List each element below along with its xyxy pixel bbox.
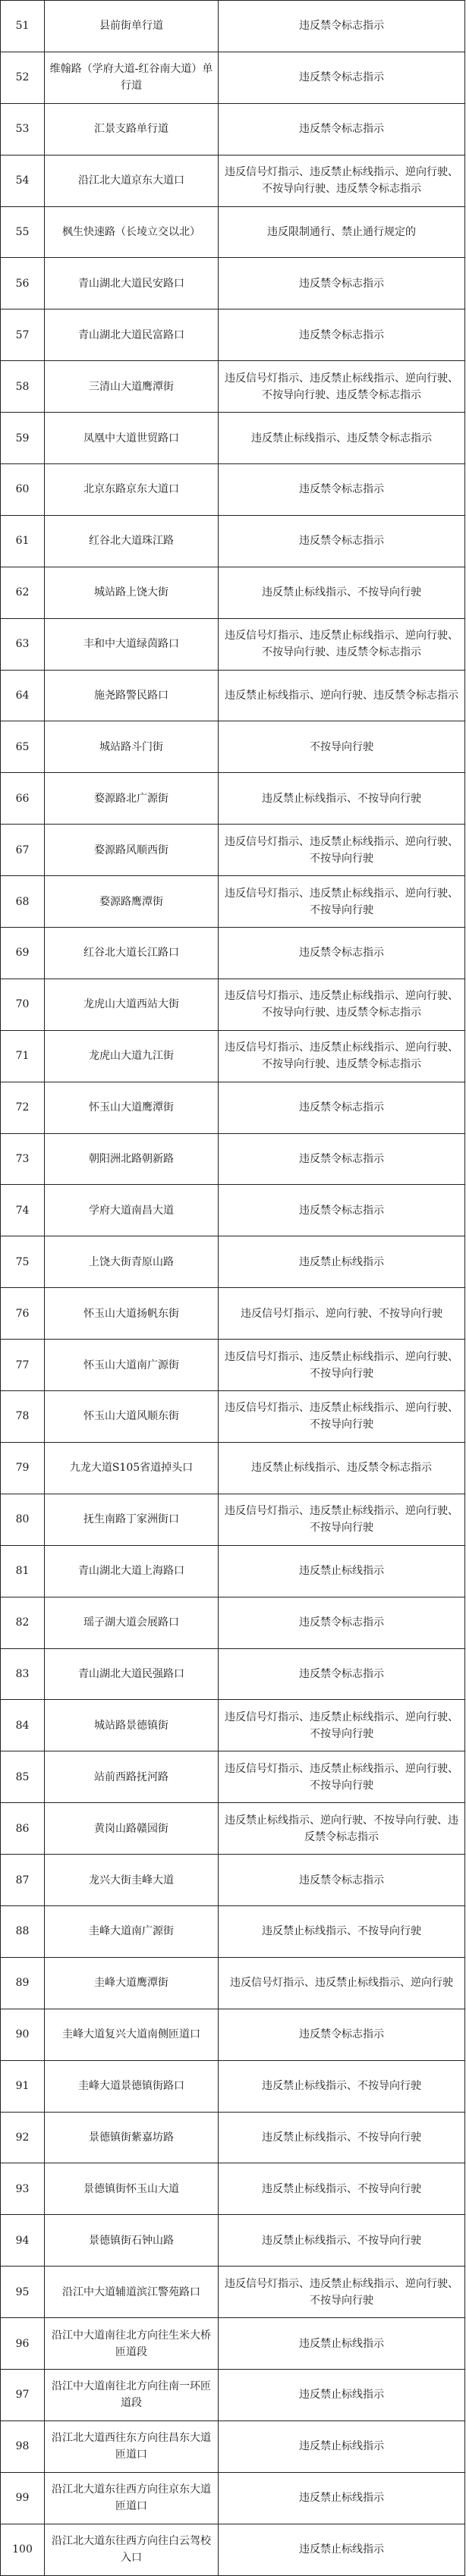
violation-cell: 违反禁令标志指示	[219, 1597, 465, 1648]
table-row	[1, 2420, 465, 2472]
row-number: 63	[1, 618, 45, 670]
table-row	[1, 1133, 465, 1185]
table-row	[1, 1030, 465, 1082]
table-row	[1, 1597, 465, 1648]
location-cell: 婺源路鹰潭街	[45, 876, 219, 928]
table-row	[1, 103, 465, 155]
row-number: 67	[1, 825, 45, 876]
violation-cell: 违反禁令标志指示	[219, 515, 465, 567]
table-row	[1, 1391, 465, 1443]
row-number: 79	[1, 1442, 45, 1494]
table-row	[1, 52, 465, 103]
row-number: 81	[1, 1545, 45, 1597]
location-cell: 北京东路京东大道口	[45, 464, 219, 516]
row-number: 51	[1, 1, 45, 52]
location-cell: 景德镇街怀玉山大道	[45, 2163, 219, 2215]
location-cell: 龙虎山大道九江街	[45, 1030, 219, 1082]
violation-cell: 违反信号灯指示、违反禁止标线指示、逆向行驶、不按导向行驶	[219, 1700, 465, 1751]
row-number: 86	[1, 1803, 45, 1855]
row-number: 85	[1, 1751, 45, 1803]
location-cell: 圭峰大道南广源街	[45, 1905, 219, 1957]
location-cell: 红谷北大道长江路口	[45, 928, 219, 979]
violation-cell: 违反禁止标线指示、逆向行驶、不按导向行驶、违反禁令标志指示	[219, 1803, 465, 1855]
row-number: 64	[1, 670, 45, 721]
table-row	[1, 2009, 465, 2060]
location-cell: 龙兴大街圭峰大道	[45, 1855, 219, 1906]
row-number: 65	[1, 721, 45, 773]
violation-cell: 违反禁令标志指示	[219, 1185, 465, 1236]
violation-cell: 违反禁止标线指示、不按导向行驶	[219, 2215, 465, 2267]
row-number: 80	[1, 1494, 45, 1545]
violation-cell: 违反禁令标志指示	[219, 52, 465, 103]
table-row	[1, 2318, 465, 2370]
table-row	[1, 567, 465, 618]
table-row	[1, 1185, 465, 1236]
violation-cell: 违反禁止标线指示	[219, 1236, 465, 1288]
row-number: 91	[1, 2060, 45, 2112]
row-number: 62	[1, 567, 45, 618]
row-number: 97	[1, 2369, 45, 2420]
location-cell: 圭峰大道复兴大道南侧匝道口	[45, 2009, 219, 2060]
violation-cell: 违反信号灯指示、违反禁止标线指示、逆向行驶、不按导向行驶、违反禁令标志指示	[219, 155, 465, 206]
location-cell: 圭峰大道景德镇街路口	[45, 2060, 219, 2112]
violation-cell: 违反信号灯指示、违反禁止标线指示、逆向行驶	[219, 1957, 465, 2009]
location-cell: 朝阳洲北路朝新路	[45, 1133, 219, 1185]
table-row	[1, 773, 465, 825]
row-number: 77	[1, 1340, 45, 1391]
location-cell: 龙虎山大道西站大街	[45, 979, 219, 1030]
row-number: 55	[1, 206, 45, 258]
violation-cell: 违反信号灯指示、违反禁止标线指示、逆向行驶、不按导向行驶	[219, 1751, 465, 1803]
table-row	[1, 2472, 465, 2524]
row-number: 66	[1, 773, 45, 825]
table-row	[1, 2060, 465, 2112]
location-cell: 枫生快速路（长堎立交以北）	[45, 206, 219, 258]
violation-cell: 违反禁止标线指示、不按导向行驶	[219, 773, 465, 825]
row-number: 78	[1, 1391, 45, 1443]
row-number: 75	[1, 1236, 45, 1288]
table-row	[1, 258, 465, 309]
location-cell: 沿江北大道西往东方向往昌东大道匝道口	[45, 2420, 219, 2472]
row-number: 53	[1, 103, 45, 155]
table-row	[1, 979, 465, 1030]
table-row	[1, 876, 465, 928]
location-cell: 瑶子湖大道会展路口	[45, 1597, 219, 1648]
violation-cell: 违反限制通行、禁止通行规定的	[219, 206, 465, 258]
violation-cell: 违反信号灯指示、违反禁止标线指示、逆向行驶、不按导向行驶、违反禁令标志指示	[219, 361, 465, 413]
row-number: 83	[1, 1648, 45, 1700]
location-cell: 青山湖北大道民安路口	[45, 258, 219, 309]
violation-cell: 违反禁令标志指示	[219, 258, 465, 309]
location-cell: 沿江中大道南往北方向往生米大桥匝道段	[45, 2318, 219, 2370]
location-cell: 怀玉山大道扬帆东街	[45, 1288, 219, 1340]
violation-cell: 违反信号灯指示、违反禁止标线指示、逆向行驶、不按导向行驶、违反禁令标志指示	[219, 979, 465, 1030]
violation-cell: 违反禁止标线指示、不按导向行驶	[219, 1905, 465, 1957]
row-number: 89	[1, 1957, 45, 2009]
location-cell: 九龙大道S105省道掉头口	[45, 1442, 219, 1494]
location-cell: 红谷北大道珠江路	[45, 515, 219, 567]
table-row	[1, 1, 465, 52]
violation-cell: 违反禁令标志指示	[219, 1082, 465, 1133]
violation-cell: 违反信号灯指示、违反禁止标线指示、逆向行驶、不按导向行驶	[219, 876, 465, 928]
violation-cell: 违反信号灯指示、逆向行驶、不按导向行驶	[219, 1288, 465, 1340]
table-row	[1, 515, 465, 567]
violation-cell: 违反禁止标线指示	[219, 2318, 465, 2370]
row-number: 74	[1, 1185, 45, 1236]
location-cell: 婺源路风顺西街	[45, 825, 219, 876]
violation-cell: 违反信号灯指示、违反禁止标线指示、逆向行驶、不按导向行驶、违反禁令标志指示	[219, 1030, 465, 1082]
row-number: 59	[1, 413, 45, 464]
table-row	[1, 361, 465, 413]
location-cell: 汇景支路单行道	[45, 103, 219, 155]
location-cell: 城站路景德镇街	[45, 1700, 219, 1751]
violation-cell: 违反信号灯指示、违反禁止标线指示、逆向行驶、不按导向行驶	[219, 1391, 465, 1443]
violation-cell: 违反禁令标志指示	[219, 1648, 465, 1700]
table-row	[1, 618, 465, 670]
table-row	[1, 1545, 465, 1597]
table-row	[1, 1288, 465, 1340]
location-cell: 学府大道南昌大道	[45, 1185, 219, 1236]
row-number: 92	[1, 2112, 45, 2163]
row-number: 70	[1, 979, 45, 1030]
table-row	[1, 206, 465, 258]
table-row	[1, 1751, 465, 1803]
location-cell: 沿江中大道辅道滨江警苑路口	[45, 2267, 219, 2318]
violation-cell: 违反禁止标线指示、不按导向行驶	[219, 567, 465, 618]
violation-cell: 违反禁令标志指示	[219, 309, 465, 361]
table-row	[1, 413, 465, 464]
row-number: 84	[1, 1700, 45, 1751]
violation-cell: 违反禁令标志指示	[219, 1133, 465, 1185]
row-number: 58	[1, 361, 45, 413]
table-row	[1, 1905, 465, 1957]
violation-cell: 违反禁止标线指示、不按导向行驶	[219, 2112, 465, 2163]
violation-cell: 违反禁止标线指示	[219, 1545, 465, 1597]
violation-cell: 违反信号灯指示、违反禁止标线指示、逆向行驶、不按导向行驶、违反禁令标志指示	[219, 618, 465, 670]
table-row	[1, 1340, 465, 1391]
location-cell: 青山湖北大道民强路口	[45, 1648, 219, 1700]
row-number: 96	[1, 2318, 45, 2370]
location-cell: 沿江北大道东往西方向往京东大道匝道口	[45, 2472, 219, 2524]
row-number: 99	[1, 2472, 45, 2524]
location-cell: 怀玉山大道鹰潭街	[45, 1082, 219, 1133]
location-cell: 怀玉山大道南广源街	[45, 1340, 219, 1391]
row-number: 100	[1, 2524, 45, 2575]
row-number: 90	[1, 2009, 45, 2060]
table-row	[1, 1700, 465, 1751]
violation-cell: 违反禁令标志指示	[219, 103, 465, 155]
row-number: 56	[1, 258, 45, 309]
location-cell: 沿江北大道东往西方向往白云驾校入口	[45, 2524, 219, 2575]
row-number: 52	[1, 52, 45, 103]
row-number: 94	[1, 2215, 45, 2267]
location-cell: 城站路斗门街	[45, 721, 219, 773]
violation-table-body	[1, 1, 465, 2576]
location-cell: 县前街单行道	[45, 1, 219, 52]
violation-cell: 违反禁令标志指示	[219, 464, 465, 516]
violation-cell: 违反禁止标线指示	[219, 2524, 465, 2575]
location-cell: 沿江中大道南往北方向往南一环匝道段	[45, 2369, 219, 2420]
location-cell: 景德镇街石钟山路	[45, 2215, 219, 2267]
violation-cell: 违反禁止标线指示	[219, 2369, 465, 2420]
location-cell: 三清山大道鹰潭街	[45, 361, 219, 413]
location-cell: 青山湖北大道上海路口	[45, 1545, 219, 1597]
location-cell: 沿江北大道京东大道口	[45, 155, 219, 206]
violation-cell: 违反禁止标线指示	[219, 2420, 465, 2472]
table-row	[1, 1236, 465, 1288]
table-row	[1, 1855, 465, 1906]
row-number: 72	[1, 1082, 45, 1133]
row-number: 82	[1, 1597, 45, 1648]
table-row	[1, 2215, 465, 2267]
location-cell: 上饶大街青原山路	[45, 1236, 219, 1288]
table-row	[1, 825, 465, 876]
table-row	[1, 2112, 465, 2163]
table-row	[1, 1082, 465, 1133]
violation-cell: 违反禁止标线指示	[219, 2472, 465, 2524]
location-cell: 抚生南路丁家洲街口	[45, 1494, 219, 1545]
row-number: 88	[1, 1905, 45, 1957]
table-row	[1, 2163, 465, 2215]
location-cell: 站前西路抚河路	[45, 1751, 219, 1803]
location-cell: 施尧路警民路口	[45, 670, 219, 721]
violation-cell: 违反禁令标志指示	[219, 1855, 465, 1906]
violation-cell: 违反禁令标志指示	[219, 1, 465, 52]
table-row	[1, 670, 465, 721]
row-number: 95	[1, 2267, 45, 2318]
table-row	[1, 1957, 465, 2009]
table-row	[1, 2524, 465, 2575]
violation-cell: 违反禁止标线指示、违反禁令标志指示	[219, 413, 465, 464]
row-number: 54	[1, 155, 45, 206]
violation-cell: 违反禁止标线指示、逆向行驶、违反禁令标志指示	[219, 670, 465, 721]
row-number: 60	[1, 464, 45, 516]
table-row	[1, 1494, 465, 1545]
table-row	[1, 464, 465, 516]
row-number: 71	[1, 1030, 45, 1082]
location-cell: 凤凰中大道世贸路口	[45, 413, 219, 464]
location-cell: 青山湖北大道民富路口	[45, 309, 219, 361]
row-number: 57	[1, 309, 45, 361]
location-cell: 婺源路北广源街	[45, 773, 219, 825]
table-row	[1, 2267, 465, 2318]
location-cell: 景德镇街紫嘉坊路	[45, 2112, 219, 2163]
row-number: 87	[1, 1855, 45, 1906]
row-number: 76	[1, 1288, 45, 1340]
row-number: 93	[1, 2163, 45, 2215]
violation-cell: 违反禁止标线指示、不按导向行驶	[219, 2163, 465, 2215]
violation-cell: 违反信号灯指示、违反禁止标线指示、逆向行驶、不按导向行驶	[219, 2267, 465, 2318]
violation-cell: 违反禁止标线指示、违反禁令标志指示	[219, 1442, 465, 1494]
row-number: 69	[1, 928, 45, 979]
row-number: 61	[1, 515, 45, 567]
table-row	[1, 1442, 465, 1494]
violation-cell: 违反禁令标志指示	[219, 928, 465, 979]
location-cell: 怀玉山大道风顺东街	[45, 1391, 219, 1443]
table-row	[1, 309, 465, 361]
table-row	[1, 1648, 465, 1700]
table-row	[1, 928, 465, 979]
row-number: 68	[1, 876, 45, 928]
table-row	[1, 155, 465, 206]
location-cell: 维翰路（学府大道-红谷南大道）单行道	[45, 52, 219, 103]
table-row	[1, 1803, 465, 1855]
location-cell: 圭峰大道鹰潭街	[45, 1957, 219, 2009]
table-row	[1, 2369, 465, 2420]
table-row	[1, 721, 465, 773]
violation-cell: 违反禁令标志指示	[219, 2009, 465, 2060]
location-cell: 城站路上饶大街	[45, 567, 219, 618]
row-number: 73	[1, 1133, 45, 1185]
location-cell: 丰和中大道绿茵路口	[45, 618, 219, 670]
violation-cell: 违反信号灯指示、违反禁止标线指示、逆向行驶、不按导向行驶	[219, 1494, 465, 1545]
location-cell: 黄岗山路赣园街	[45, 1803, 219, 1855]
violation-cell: 违反信号灯指示、违反禁止标线指示、逆向行驶、不按导向行驶	[219, 825, 465, 876]
violation-cell: 违反禁止标线指示、不按导向行驶	[219, 2060, 465, 2112]
violation-cell: 不按导向行驶	[219, 721, 465, 773]
violation-cell: 违反信号灯指示、违反禁止标线指示、逆向行驶、不按导向行驶	[219, 1340, 465, 1391]
row-number: 98	[1, 2420, 45, 2472]
